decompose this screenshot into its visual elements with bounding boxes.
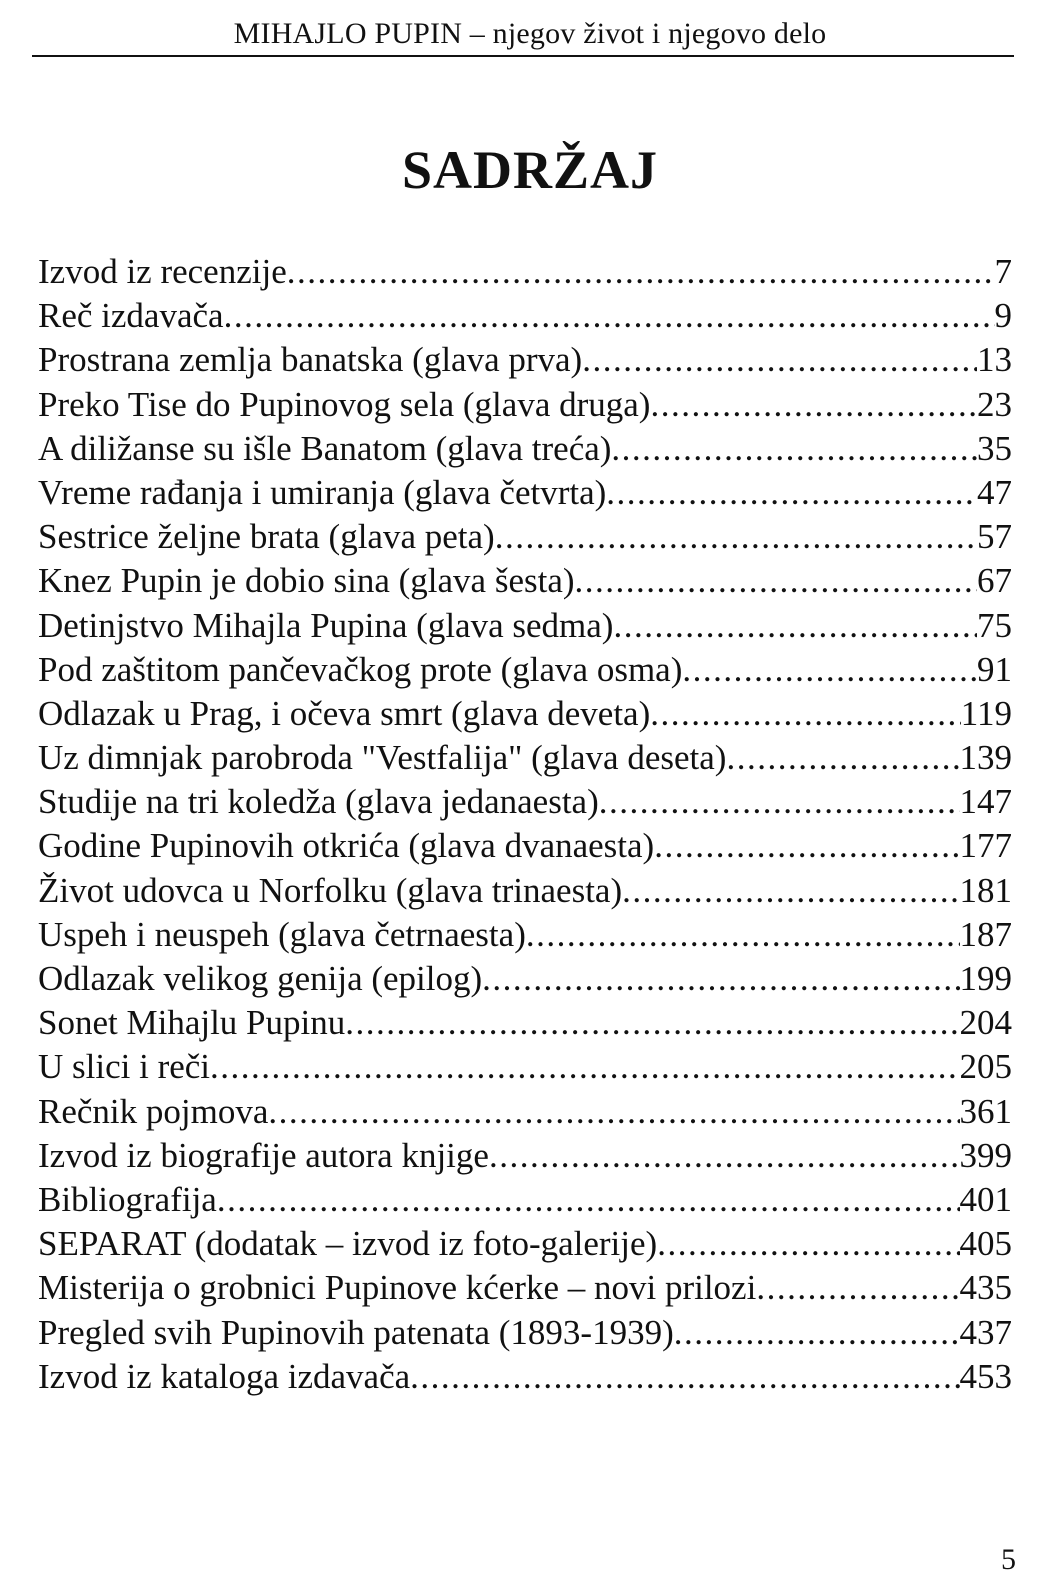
- dot-leader: [654, 824, 959, 868]
- toc-entry[interactable]: [38, 824, 1012, 868]
- toc-entry[interactable]: [38, 250, 1012, 294]
- toc-entry-title: Pod zaštitom pančevačkog prote (glava osma): [38, 649, 683, 689]
- dot-leader: [726, 736, 959, 780]
- toc-entry-title: SEPARAT (dodatak – izvod iz foto-galerije): [38, 1224, 658, 1264]
- toc-entry-page-number: 9: [994, 296, 1012, 336]
- toc-entry[interactable]: [38, 1001, 1012, 1045]
- toc-entry[interactable]: [38, 427, 1012, 471]
- toc-entry[interactable]: [38, 604, 1012, 648]
- toc-entry-page-number: 67: [977, 561, 1012, 601]
- dot-leader: [599, 780, 960, 824]
- dot-leader: [657, 1222, 959, 1266]
- toc-entry-title: Uspeh i neuspeh (glava četrnaesta): [38, 914, 526, 954]
- toc-entry-page-number: 181: [959, 870, 1012, 910]
- toc-entry[interactable]: [38, 957, 1012, 1001]
- toc-entry-title: Pregled svih Pupinovih patenata (1893-1939): [38, 1312, 674, 1352]
- toc-entry[interactable]: [38, 1355, 1012, 1399]
- toc-entry-page-number: 437: [959, 1312, 1012, 1352]
- toc-entry-page-number: 361: [959, 1091, 1012, 1131]
- dot-leader: [526, 913, 960, 957]
- toc-entry[interactable]: [38, 1222, 1012, 1266]
- toc-entry-page-number: 47: [977, 472, 1012, 512]
- dot-leader: [650, 692, 961, 736]
- toc-entry-page-number: 91: [977, 649, 1012, 689]
- toc-entry-page-number: 187: [959, 914, 1012, 954]
- toc-entry-page-number: 23: [977, 384, 1012, 424]
- toc-entry-page-number: 399: [959, 1135, 1012, 1175]
- dot-leader: [287, 250, 995, 294]
- toc-entry[interactable]: [38, 913, 1012, 957]
- dot-leader: [756, 1266, 959, 1310]
- toc-entry-title: Bibliografija: [38, 1179, 217, 1219]
- dot-leader: [495, 515, 977, 559]
- dot-leader: [489, 1134, 960, 1178]
- toc-entry-title: Preko Tise do Pupinovog sela (glava druga): [38, 384, 651, 424]
- dot-leader: [674, 1311, 960, 1355]
- toc-entry-title: A diližanse su išle Banatom (glava treća): [38, 428, 612, 468]
- toc-entry-page-number: 7: [994, 252, 1012, 291]
- dot-leader: [611, 427, 977, 471]
- toc-entry[interactable]: [38, 692, 1012, 736]
- toc-entry-title: Detinjstvo Mihajla Pupina (glava sedma): [38, 605, 614, 645]
- toc-entry-page-number: 405: [959, 1224, 1012, 1264]
- toc-entry-title: Prostrana zemlja banatska (glava prva): [38, 340, 583, 380]
- toc-entry-title: Rečnik pojmova: [38, 1091, 269, 1131]
- toc-entry-title: Misterija o grobnici Pupinove kćerke – novi prilozi: [38, 1268, 757, 1308]
- toc-entry-title: Život udovca u Norfolku (glava trinaesta): [38, 870, 623, 910]
- toc-entry-title: Studije na tri koledža (glava jedanaesta): [38, 782, 599, 822]
- toc-entry-title: Odlazak u Prag, i očeva smrt (glava deveta): [38, 693, 651, 733]
- toc-entry-title: Izvod iz recenzije: [38, 252, 287, 291]
- dot-leader: [268, 1090, 959, 1134]
- toc-entry[interactable]: [38, 1178, 1012, 1222]
- dot-leader: [650, 383, 977, 427]
- toc-entry[interactable]: [38, 294, 1012, 338]
- toc-entry[interactable]: [38, 515, 1012, 559]
- toc-entry[interactable]: [38, 1045, 1012, 1089]
- toc-entry-title: Vreme rađanja i umiranja (glava četvrta): [38, 472, 607, 512]
- toc-entry[interactable]: [38, 1134, 1012, 1178]
- toc-entry-title: Sonet Mihajlu Pupinu: [38, 1003, 346, 1043]
- toc-entry-title: Uz dimnjak parobroda "Vestfalija" (glava deseta): [38, 738, 727, 778]
- toc-entry-page-number: 199: [959, 959, 1012, 998]
- toc-entry-page-number: 204: [959, 1003, 1012, 1043]
- toc-entry[interactable]: [38, 736, 1012, 780]
- toc-entry-title: Knez Pupin je dobio sina (glava šesta): [38, 561, 575, 601]
- toc-entry[interactable]: [38, 338, 1012, 382]
- toc-entry-title: Reč izdavača: [38, 296, 224, 336]
- dot-leader: [575, 559, 977, 603]
- dot-leader: [410, 1355, 959, 1399]
- toc-entry-title: Godine Pupinovih otkrića (glava dvanaesta): [38, 826, 655, 866]
- header-rule: [32, 55, 1014, 57]
- dot-leader: [613, 604, 977, 648]
- toc-entry[interactable]: [38, 1090, 1012, 1134]
- toc-entry-page-number: 119: [960, 693, 1012, 733]
- dot-leader: [582, 338, 977, 382]
- toc-entry-page-number: 177: [959, 826, 1012, 866]
- toc-entry[interactable]: [38, 471, 1012, 515]
- dot-leader: [217, 1178, 960, 1222]
- toc-entry-page-number: 435: [959, 1268, 1012, 1308]
- dot-leader: [210, 1045, 959, 1089]
- dot-leader: [682, 648, 977, 692]
- dot-leader: [345, 1001, 959, 1045]
- toc-entry-page-number: 147: [959, 782, 1012, 822]
- toc-entry-page-number: 205: [959, 1047, 1012, 1087]
- running-header: MIHAJLO PUPIN – njegov život i njegovo delo: [233, 17, 827, 50]
- toc-entry-page-number: 13: [977, 340, 1012, 380]
- toc-entry-title: Sestrice željne brata (glava peta): [38, 517, 495, 557]
- toc-entry-title: Izvod iz biografije autora knjige: [38, 1135, 489, 1175]
- toc-entry-page-number: 139: [959, 738, 1012, 778]
- dot-leader: [622, 869, 959, 913]
- toc-entry-page-number: 401: [959, 1179, 1012, 1219]
- toc-entry[interactable]: [38, 1266, 1012, 1310]
- toc-entry-page-number: 57: [977, 517, 1012, 557]
- dot-leader: [224, 294, 995, 338]
- toc-entry-title: Odlazak velikog genija (epilog): [38, 959, 483, 998]
- toc-entry[interactable]: [38, 559, 1012, 603]
- toc-entry[interactable]: [38, 869, 1012, 913]
- page-title: SADRŽAJ: [401, 140, 659, 200]
- toc-entry-page-number: 453: [959, 1356, 1012, 1396]
- toc-entry[interactable]: [38, 648, 1012, 692]
- toc-entry[interactable]: [38, 1311, 1012, 1355]
- toc-entry[interactable]: [38, 383, 1012, 427]
- table-of-contents: [38, 250, 1012, 1399]
- toc-entry-page-number: 75: [977, 605, 1012, 645]
- dot-leader: [482, 957, 959, 1001]
- toc-entry[interactable]: [38, 780, 1012, 824]
- toc-entry-title: Izvod iz kataloga izdavača: [38, 1356, 411, 1396]
- dot-leader: [606, 471, 977, 515]
- toc-entry-title: U slici i reči: [38, 1047, 211, 1087]
- page-number: 5: [1001, 1543, 1016, 1576]
- toc-entry-page-number: 35: [977, 428, 1012, 468]
